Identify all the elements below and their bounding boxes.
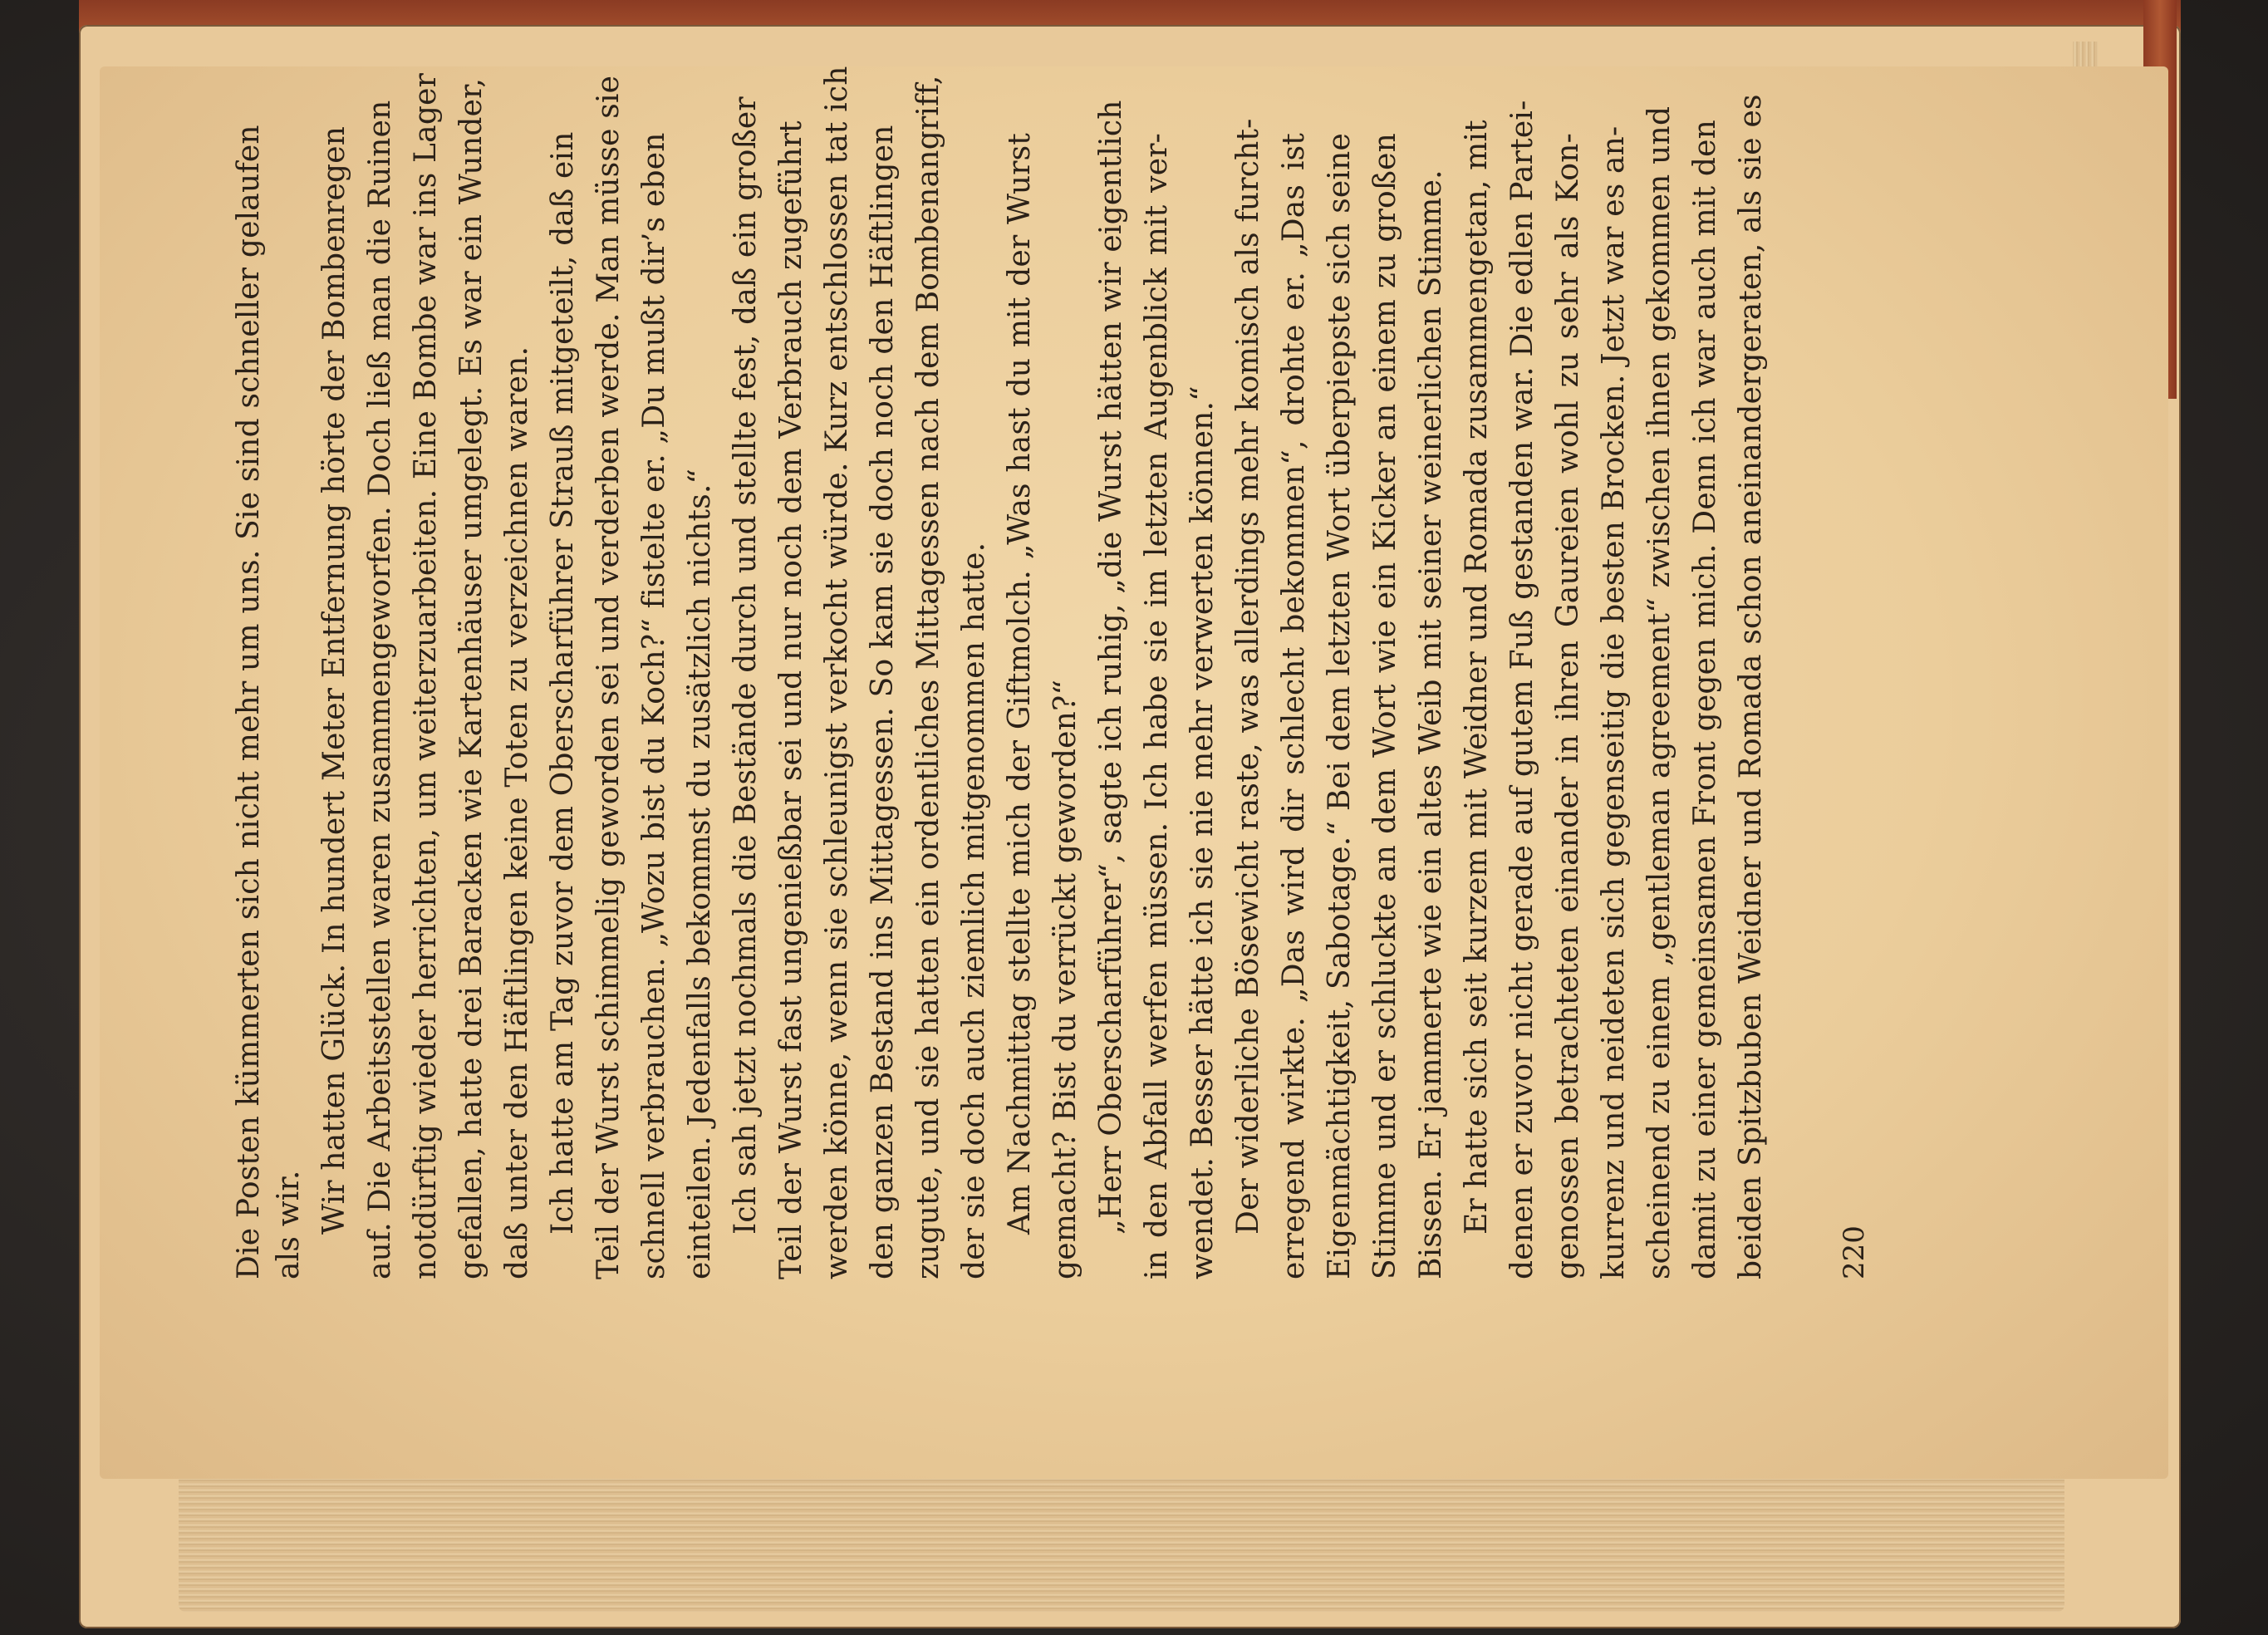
text-line: Ich hatte am Tag zuvor dem Oberscharführer Strauß mitgeteilt, daß ein bbox=[546, 131, 580, 1235]
text-line: notdürftig wieder herrichten, um weiterzuarbeiten. Eine Bombe war ins Lager bbox=[409, 73, 443, 1279]
text-line: den ganzen Bestand ins Mittagessen. So kam sie doch noch den Häftlingen bbox=[866, 125, 900, 1279]
text-line: Teil der Wurst schimmelig geworden sei und verderben werde. Man müsse sie bbox=[592, 75, 626, 1279]
text-line: Der widerliche Bösewicht raste, was allerdings mehr komisch als furcht- bbox=[1231, 118, 1265, 1235]
text-line: Stimme und er schluckte an dem Wort wie ein Kicker an einem zu großen bbox=[1368, 133, 1402, 1279]
page-edges-bottom bbox=[179, 1469, 2064, 1612]
text-line: in den Abfall werfen müssen. Ich habe sie im letzten Augenblick mit ver- bbox=[1140, 133, 1174, 1279]
text-line: Eigenmächtigkeit, Sabotage.“ Bei dem letzten Wort überpiepste sich seine bbox=[1323, 133, 1357, 1279]
text-line: gemacht? Bist du verrückt geworden?“ bbox=[1048, 679, 1082, 1279]
text-line: werden könne, wenn sie schleunigst verkocht würde. Kurz entschlossen tat ich bbox=[820, 66, 854, 1279]
text-line: zugute, und sie hatten ein ordentliches Mittagessen nach dem Bombenangriff, bbox=[911, 75, 945, 1279]
text-line: der sie doch auch ziemlich mitgenommen hatte. bbox=[957, 542, 991, 1279]
text-line: damit zu einer gemeinsamen Front gegen mich. Denn ich war auch mit den bbox=[1688, 119, 1722, 1279]
text-line: scheinend zu einem „gentleman agreement“ zwischen ihnen gekommen und bbox=[1642, 106, 1676, 1279]
page-text bbox=[229, 66, 1775, 1279]
text-line: erregend wirkte. „Das wird dir schlecht bekommen“, drohte er. „Das ist bbox=[1277, 133, 1311, 1279]
text-line: Bissen. Er jammerte wie ein altes Weib mit seiner weinerlichen Stimme. bbox=[1414, 169, 1448, 1279]
text-line: Ich sah jetzt nochmals die Bestände durch und stellte fest, daß ein großer bbox=[729, 96, 763, 1235]
text-line: kurrenz und neideten sich gegenseitig die besten Brocken. Jetzt war es an- bbox=[1597, 125, 1631, 1279]
text-line: schnell verbrauchen. „Wozu bist du Koch?“ fistelte er. „Du mußt dir’s eben bbox=[637, 132, 671, 1279]
text-line: auf. Die Arbeitsstellen waren zusammengeworfen. Doch ließ man die Ruinen bbox=[363, 100, 397, 1279]
text-line: beiden Spitzbuben Weidner und Romada schon aneinandergeraten, als sie es bbox=[1734, 94, 1768, 1279]
text-line: Teil der Wurst fast ungenießbar sei und nur noch dem Verbrauch zugeführt bbox=[774, 120, 808, 1279]
text-line: genossen betrachteten einander in ihren Gaureien wohl zu sehr als Kon- bbox=[1551, 133, 1585, 1279]
text-line: Am Nachmittag stellte mich der Giftmolch. „Was hast du mit der Wurst bbox=[1003, 133, 1037, 1235]
text-line: „Herr Oberscharführer“, sagte ich ruhig, „die Wurst hätten wir eigentlich bbox=[1094, 100, 1128, 1235]
text-line: wendet. Besser hätte ich sie nie mehr verwerten können.“ bbox=[1186, 385, 1220, 1279]
text-line: Die Posten kümmerten sich nicht mehr um uns. Sie sind schneller gelaufen bbox=[232, 125, 266, 1279]
text-line: denen er zuvor nicht gerade auf gutem Fuß gestanden war. Die edlen Partei- bbox=[1505, 100, 1539, 1279]
text-line: gefallen, hatte drei Baracken wie Kartenhäuser umgelegt. Es war ein Wunder, bbox=[454, 77, 488, 1279]
text-line: Wir hatten Glück. In hundert Meter Entfernung hörte der Bombenregen bbox=[317, 125, 351, 1235]
text-line: einteilen. Jedenfalls bekommst du zusätzlich nichts.“ bbox=[683, 468, 717, 1279]
text-line: als wir. bbox=[272, 1170, 306, 1279]
text-line: Er hatte sich seit kurzem mit Weidner und Romada zusammengetan, mit bbox=[1460, 120, 1494, 1235]
page-number: 220 bbox=[1838, 1225, 1871, 1279]
page-number-block bbox=[1834, 1180, 1884, 1279]
text-line: daß unter den Häftlingen keine Toten zu verzeichnen waren. bbox=[500, 346, 534, 1279]
